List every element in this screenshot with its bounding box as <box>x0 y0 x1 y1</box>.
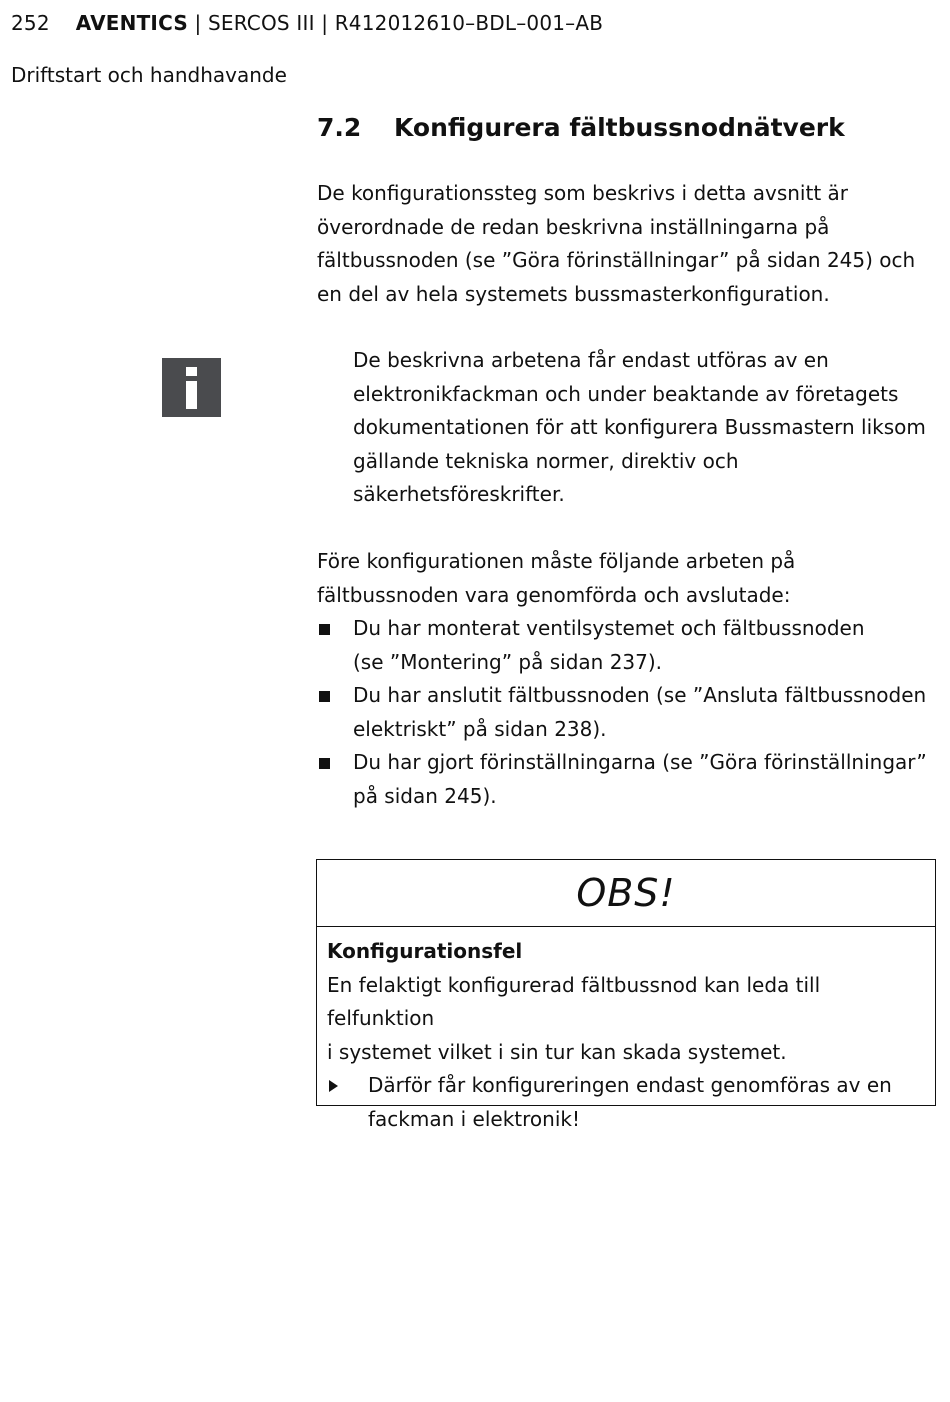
notice-box <box>316 859 936 1131</box>
notice-body <box>317 927 935 1136</box>
list-item-line: Du har gjort förinställningarna (se ”Göra förinställningar” <box>353 750 927 774</box>
brand-name: AVENTICS <box>75 11 188 35</box>
list-item-line: Du har anslutit fältbussnoden (se ”Ansluta fältbussnoden <box>353 683 927 707</box>
notice-line: i systemet vilket i sin tur kan skada systemet. <box>327 1039 787 1064</box>
section-heading <box>317 113 845 142</box>
list-item <box>317 679 937 746</box>
notice-action-line: fackman i elektronik! <box>368 1106 581 1131</box>
list-item-line: (se ”Montering” på sidan 237). <box>353 649 663 674</box>
square-bullet-icon <box>319 758 330 769</box>
notice-label: OBS! <box>317 860 935 927</box>
list-item <box>317 612 937 679</box>
list-item <box>317 746 937 813</box>
list-item-line: Du har monterat ventilsystemet och fältbussnoden <box>353 616 865 640</box>
chapter-label: Driftstart och handhavande <box>11 63 287 87</box>
prerequisites-intro: Före konfigurationen måste följande arbeten på fältbussnoden vara genomförda och avslutade: <box>317 549 796 607</box>
info-icon-graphic <box>162 358 221 417</box>
notice-title: Konfigurationsfel <box>327 939 523 963</box>
info-icon <box>162 358 221 417</box>
notice-action <box>327 1069 925 1136</box>
prerequisites-list <box>317 612 937 813</box>
triangle-bullet-icon <box>329 1080 338 1092</box>
document-identifier: | SERCOS III | R412012610–BDL–001–AB <box>187 11 604 35</box>
square-bullet-icon <box>319 624 330 635</box>
section-number: 7.2 <box>317 113 362 142</box>
notice-line: En felaktigt konfigurerad fältbussnod kan leda till felfunktion <box>327 972 821 1030</box>
section-title: Konfigurera fältbussnodnätverk <box>394 113 845 142</box>
intro-paragraph: De konfigurationssteg som beskrivs i detta avsnitt är överordnade de redan beskrivna inställningarna på fältbussnoden (se ”Göra förinställningar” på sidan 245) och en del av hela systemets bussmasterkonfiguration. <box>317 181 916 306</box>
list-item-line: på sidan 245). <box>353 783 497 808</box>
running-header <box>11 11 603 35</box>
notice-action-line: Därför får konfigureringen endast genomföras av en <box>368 1073 892 1097</box>
square-bullet-icon <box>319 691 330 702</box>
info-note-text: De beskrivna arbetena får endast utföras av en elektronikfackman och under beaktande av företagets dokumentationen för att konfigurera Bussmastern liksom gällande tekniska normer, direktiv och säkerhetsföreskrifter. <box>353 348 926 506</box>
list-item-line: elektriskt” på sidan 238). <box>353 716 607 741</box>
page-number: 252 <box>11 11 50 35</box>
